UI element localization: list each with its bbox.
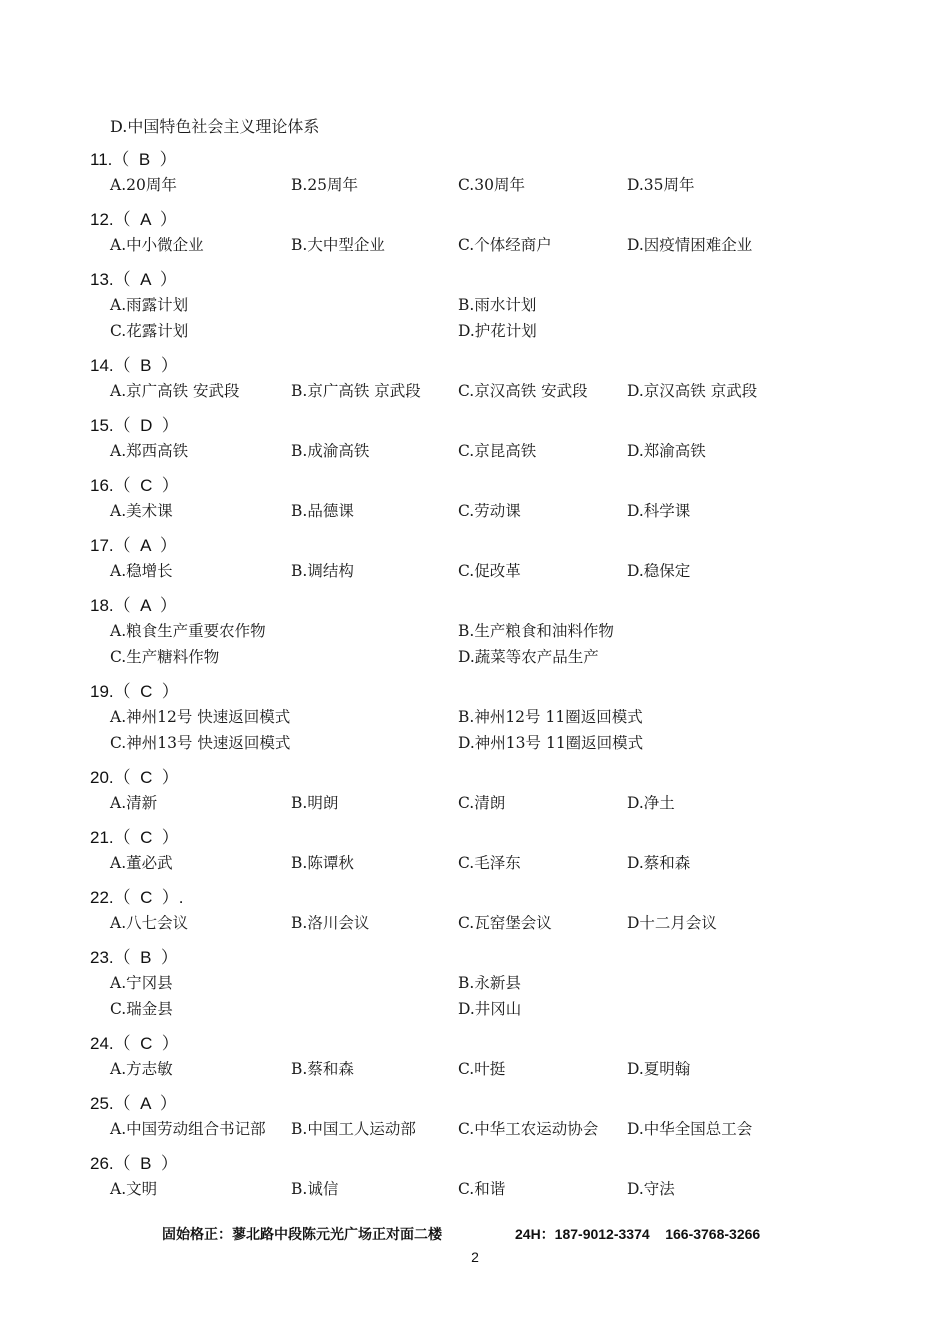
option-d: D.稳保定 [627,562,691,580]
question-header [0,203,950,233]
option-row [0,705,950,731]
option-c: C.劳动课 [458,502,521,520]
option-row [0,619,950,645]
option-row [0,559,950,589]
option-d: D.中华全国总工会 [627,1120,753,1138]
option-b: B.雨水计划 [458,296,537,314]
option-b: B.明朗 [291,794,339,812]
option-d: D.神州13号 11圈返回模式 [458,734,644,752]
option-row [0,731,950,761]
option-c: C.促改革 [458,562,521,580]
question-header [0,881,950,911]
footer-phone: 24H：187-9012-3374 166-3768-3266 [515,1226,761,1242]
option-row [0,1057,950,1087]
question-number: 24.（ C ） [90,1034,179,1053]
option-b: B.大中型企业 [291,236,385,254]
question-item [0,881,950,941]
question-header [0,821,950,851]
question-number: 13.（ A ） [90,270,177,289]
question-header [0,589,950,619]
question-list [0,143,950,1207]
option-d: D.净土 [627,794,675,812]
option-d: D.守法 [627,1180,675,1198]
option-a: A.文明 [110,1180,158,1198]
question-header [0,143,950,173]
option-row [0,911,950,941]
question-item [0,941,950,1027]
question-header [0,1087,950,1117]
option-row [0,997,950,1027]
option-d: D.科学课 [627,502,691,520]
option-a: A.美术课 [110,502,173,520]
option-c: C.和谐 [458,1180,506,1198]
option-b: B.蔡和森 [291,1060,354,1078]
option-d: D.郑渝高铁 [627,442,706,460]
option-b: B.品德课 [291,502,354,520]
question-header [0,1147,950,1177]
question-item [0,349,950,409]
option-row [0,319,950,349]
option-c: C.瑞金县 [110,1000,173,1018]
option-c: C.花露计划 [110,322,189,340]
option-row [0,499,950,529]
option-d: D.因疫情困难企业 [627,236,753,254]
option-row [0,1117,950,1147]
question-number: 23.（ B ） [90,948,178,967]
question-number: 21.（ C ） [90,828,179,847]
option-a: A.神州12号 快速返回模式 [110,708,291,726]
option-a: A.20周年 [110,176,177,194]
question-header [0,941,950,971]
question-number: 16.（ C ） [90,476,179,495]
question-header [0,469,950,499]
option-d: D.蔡和森 [627,854,691,872]
question-number: 18.（ A ） [90,596,177,615]
option-b: B.中国工人运动部 [291,1120,416,1138]
option-d: D.35周年 [627,176,695,194]
question-item [0,529,950,589]
question-number: 22.（ C ）. [90,888,184,907]
option-c: C.毛泽东 [458,854,521,872]
option-b: B.京广高铁 京武段 [291,382,421,400]
option-a: A.方志敏 [110,1060,173,1078]
option-d: D.蔬菜等农产品生产 [458,648,599,666]
option-b: B.永新县 [458,974,521,992]
question-number: 19.（ C ） [90,682,179,701]
option-b: B.洛川会议 [291,914,370,932]
option-d: D.井冈山 [458,1000,522,1018]
option-a: A.清新 [110,794,158,812]
page-number: 2 [471,1249,479,1265]
footer-address: 固始格正：蓼北路中段陈元光广场正对面二楼 [162,1226,442,1242]
question-item [0,821,950,881]
option-a: A.宁冈县 [110,974,173,992]
option-row [0,439,950,469]
question-header [0,409,950,439]
question-header [0,349,950,379]
question-item [0,675,950,761]
option-a: A.中国劳动组合书记部 [110,1120,266,1138]
question-number: 15.（ D ） [90,416,179,435]
option-row [0,1177,950,1207]
question-number: 11.（ B ） [90,150,177,169]
option-c: C.京汉高铁 安武段 [458,382,588,400]
option-a: A.京广高铁 安武段 [110,382,240,400]
option-b: B.陈谭秋 [291,854,354,872]
question-item [0,761,950,821]
question-item [0,263,950,349]
option-row [0,293,950,319]
option-row [0,851,950,881]
option-row [0,791,950,821]
option-a: A.粮食生产重要农作物 [110,622,266,640]
option-c: C.30周年 [458,176,525,194]
option-a: A.中小微企业 [110,236,204,254]
option-d-continued: D.中国特色社会主义理论体系 [110,117,320,136]
question-item [0,203,950,263]
option-d: D.夏明翰 [627,1060,691,1078]
option-b: B.25周年 [291,176,359,194]
option-row [0,379,950,409]
question-header [0,263,950,293]
option-d: D.京汉高铁 京武段 [627,382,758,400]
option-c: C.清朗 [458,794,506,812]
option-a: A.董必武 [110,854,173,872]
question-item [0,589,950,675]
option-a: A.八七会议 [110,914,189,932]
question-header [0,1027,950,1057]
option-c: C.瓦窑堡会议 [458,914,552,932]
question-item [0,143,950,203]
question-number: 14.（ B ） [90,356,178,375]
option-c: C.生产糖料作物 [110,648,220,666]
question-number: 25.（ A ） [90,1094,177,1113]
question-item [0,1147,950,1207]
option-b: B.调结构 [291,562,354,580]
option-d: D.护花计划 [458,322,537,340]
option-a: A.稳增长 [110,562,173,580]
option-b: B.成渝高铁 [291,442,370,460]
question-item [0,1027,950,1087]
question-number: 12.（ A ） [90,210,177,229]
question-item [0,469,950,529]
option-b: B.生产粮食和油料作物 [458,622,614,640]
option-row [0,971,950,997]
option-row [0,645,950,675]
option-a: A.郑西高铁 [110,442,189,460]
option-c: C.叶挺 [458,1060,506,1078]
question-header [0,761,950,791]
question-item [0,1087,950,1147]
question-item [0,409,950,469]
option-d: D十二月会议 [627,914,717,932]
option-row [0,173,950,203]
option-c: C.神州13号 快速返回模式 [110,734,291,752]
option-c: C.京昆高铁 [458,442,537,460]
option-a: A.雨露计划 [110,296,189,314]
question-number: 20.（ C ） [90,768,179,787]
option-b: B.诚信 [291,1180,339,1198]
option-row [0,233,950,263]
question-number: 17.（ A ） [90,536,177,555]
question-header [0,675,950,705]
option-b: B.神州12号 11圈返回模式 [458,708,643,726]
question-header [0,529,950,559]
question-number: 26.（ B ） [90,1154,178,1173]
option-c: C.个体经商户 [458,236,552,254]
option-c: C.中华工农运动协会 [458,1120,599,1138]
